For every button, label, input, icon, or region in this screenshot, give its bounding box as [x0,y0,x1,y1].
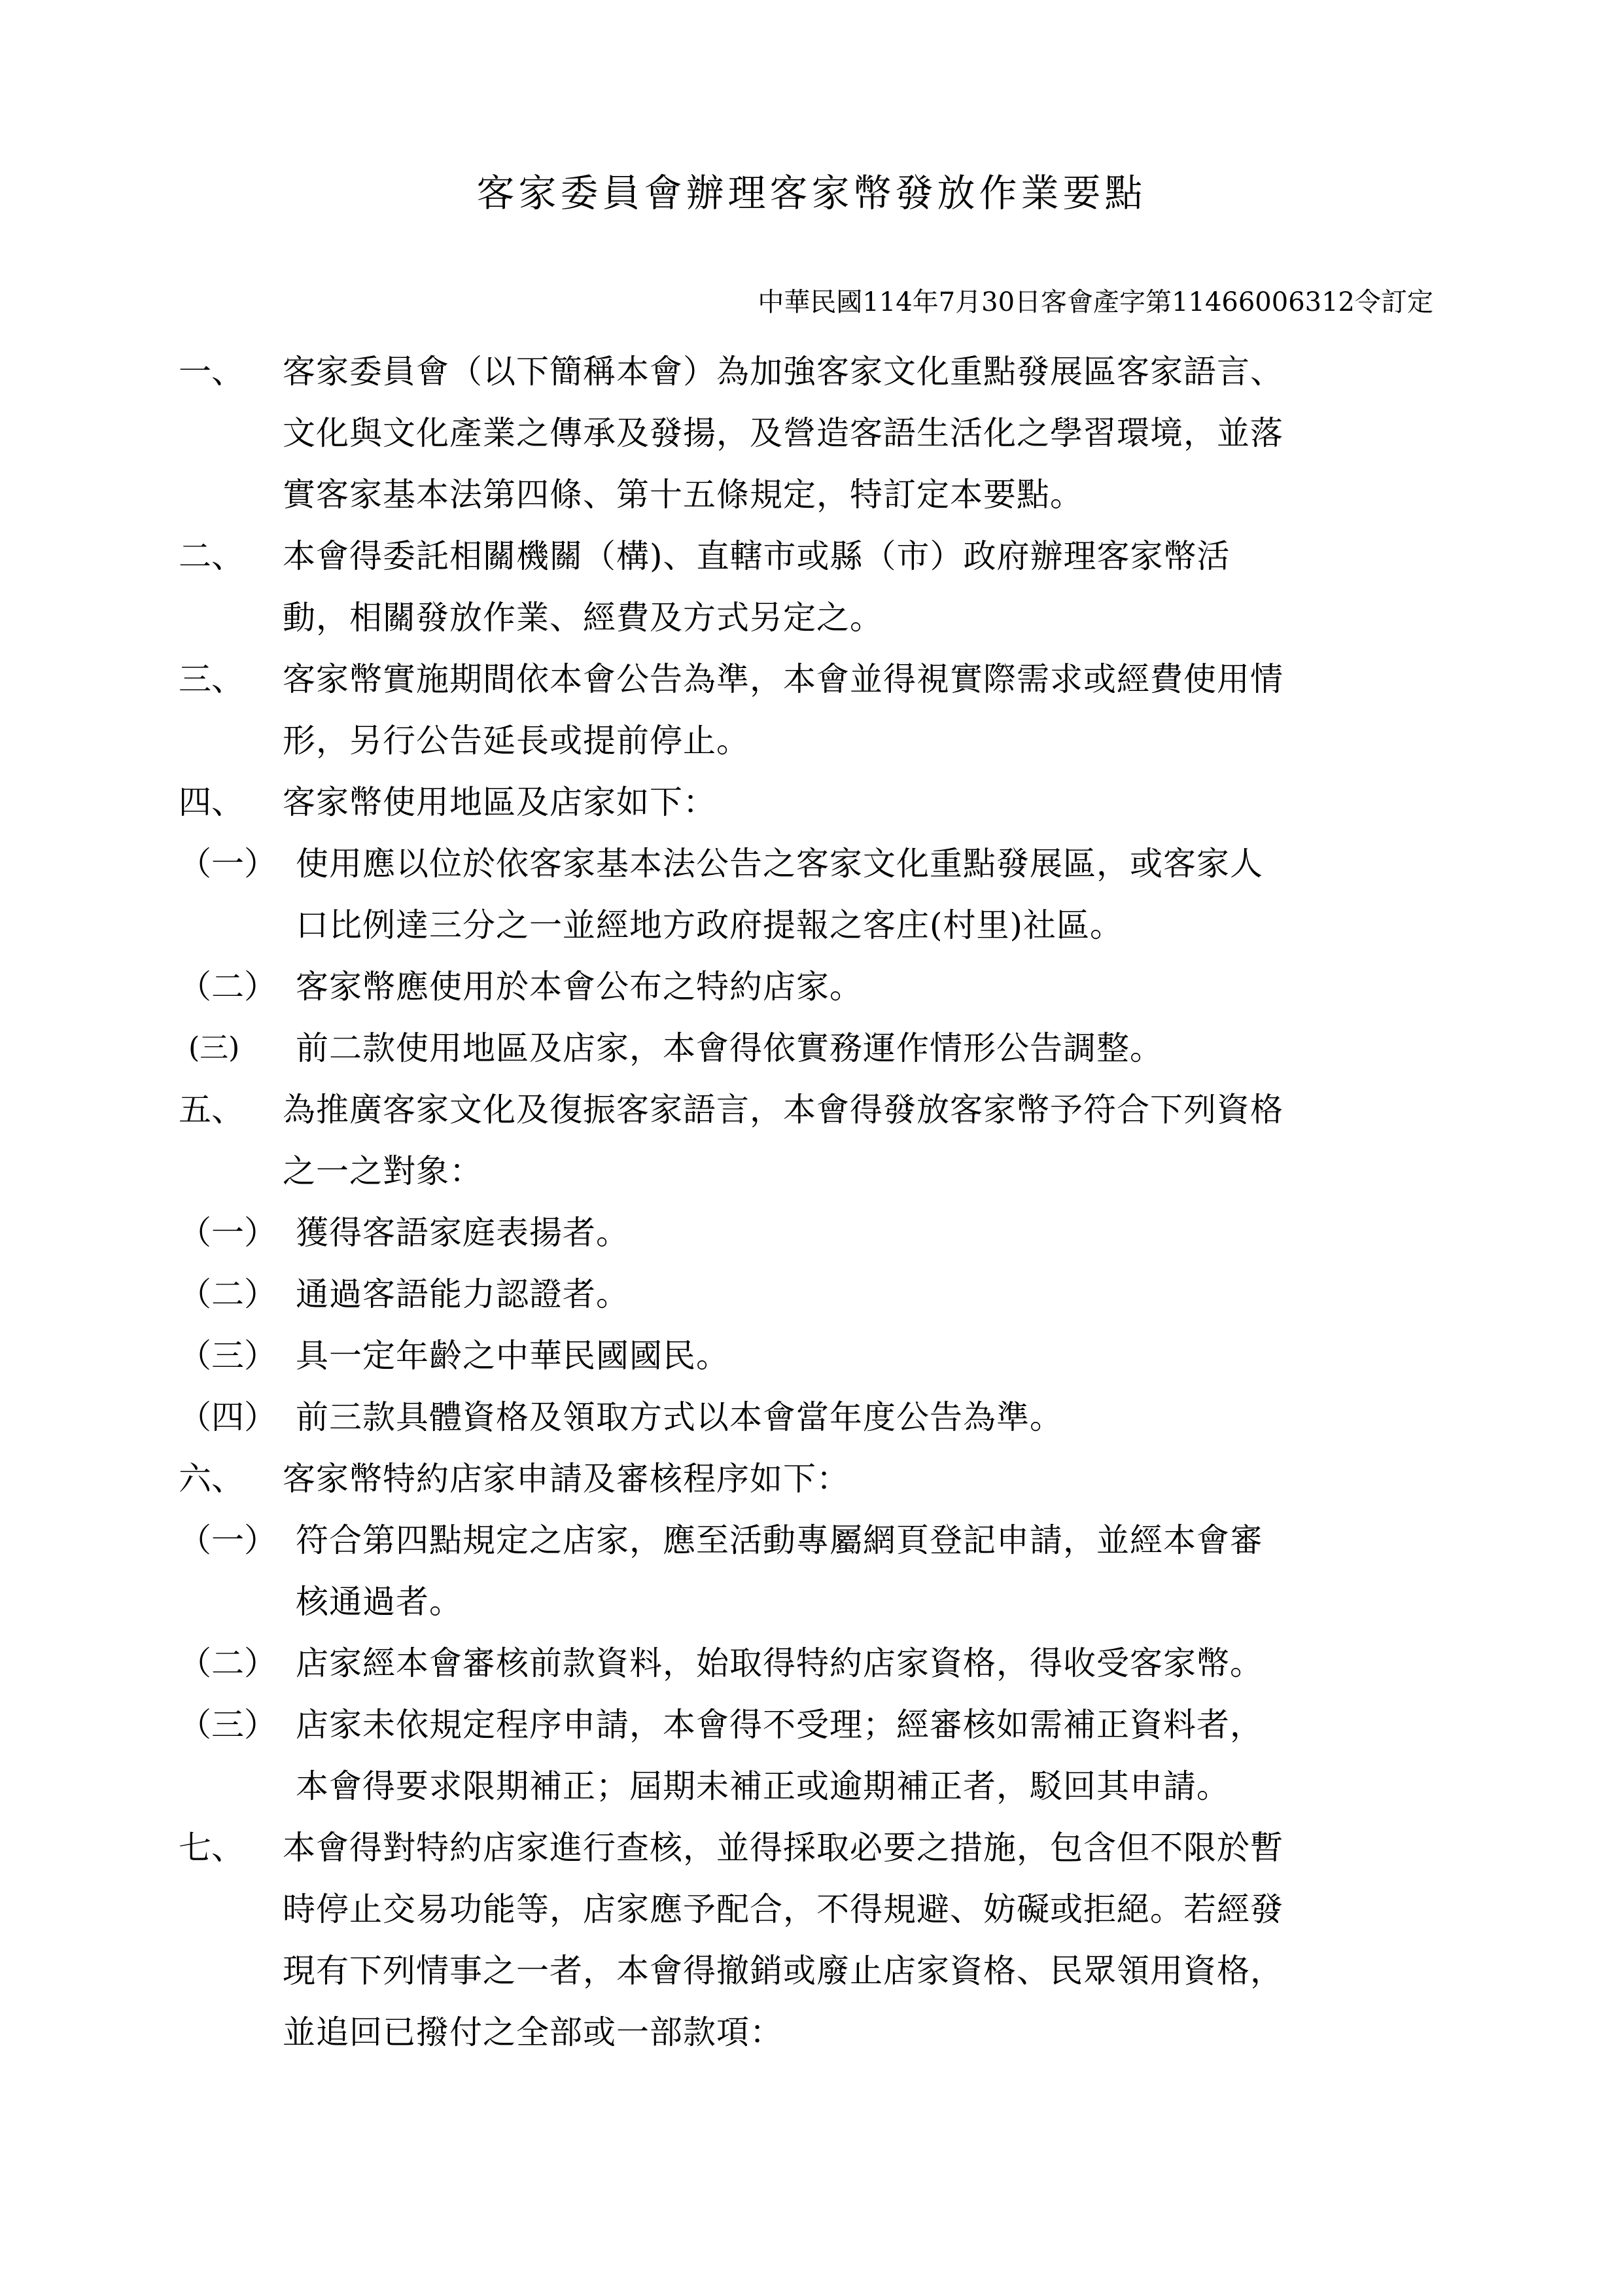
point-marker: 六、 [179,1460,244,1498]
item-text: 店家未依規定程序申請，本會得不受理；經審核如需補正資料者， [296,1706,1263,1744]
point-text: 客家委員會（以下簡稱本會）為加強客家文化重點發展區客家語言、 [283,353,1283,391]
item-text: 本會得要求限期補正；屆期未補正或逾期補正者，駁回其申請。 [296,1767,1230,1805]
document-title: 客家委員會辦理客家幣發放作業要點 [476,171,1147,215]
item-marker: (三) [188,1031,240,1065]
point-text: 動，相關發放作業、經費及方式另定之。 [283,599,883,637]
point-text: 之一之對象： [283,1152,483,1190]
point-marker: 三、 [179,660,244,698]
point-text: 客家幣特約店家申請及審核程序如下： [283,1460,850,1498]
item-marker: （一） [179,1521,277,1559]
item-marker: （一） [179,845,277,883]
item-text: 核通過者。 [296,1583,462,1621]
item-marker: （三） [179,1706,277,1744]
point-marker: 七、 [179,1829,244,1867]
item-text: 前二款使用地區及店家，本會得依實務運作情形公告調整。 [296,1029,1163,1067]
point-text: 文化與文化產業之傳承及發揚，及營造客語生活化之學習環境，並落 [283,414,1283,452]
point-text: 客家幣實施期間依本會公告為準，本會並得視實際需求或經費使用情 [283,660,1283,698]
point-marker: 五、 [179,1091,244,1129]
point-marker: 四、 [179,783,244,821]
item-marker: （二） [179,1644,277,1682]
point-text: 形，另行公告延長或提前停止。 [283,722,750,760]
item-text: 符合第四點規定之店家，應至活動專屬網頁登記申請，並經本會審 [296,1521,1263,1559]
item-text: 通過客語能力認證者。 [296,1275,629,1313]
point-text: 本會得對特約店家進行查核，並得採取必要之措施，包含但不限於暫 [283,1829,1283,1867]
enactment-date: 中華民國114年7月30日客會產字第11466006312令訂定 [758,287,1433,317]
point-marker: 一、 [179,353,244,391]
item-text: 獲得客語家庭表揚者。 [296,1214,629,1252]
point-text: 本會得委託相關機關（構)、直轄市或縣（市）政府辦理客家幣活 [283,537,1230,575]
item-text: 具一定年齡之中華民國國民。 [296,1337,729,1375]
item-marker: （三） [179,1337,277,1375]
item-text: 前三款具體資格及領取方式以本會當年度公告為準。 [296,1398,1063,1436]
item-marker: （一） [179,1214,277,1252]
item-marker: （二） [179,1275,277,1313]
point-text: 客家幣使用地區及店家如下： [283,783,716,821]
point-text: 為推廣客家文化及復振客家語言，本會得發放客家幣予符合下列資格 [283,1091,1283,1129]
point-marker: 二、 [179,537,244,575]
item-marker: （二） [179,968,277,1006]
point-text: 現有下列情事之一者，本會得撤銷或廢止店家資格、民眾領用資格， [283,1952,1283,1990]
item-text: 口比例達三分之一並經地方政府提報之客庄(村里)社區。 [296,906,1124,944]
point-text: 時停止交易功能等，店家應予配合，不得規避、妨礙或拒絕。若經發 [283,1890,1283,1928]
item-text: 店家經本會審核前款資料，始取得特約店家資格，得收受客家幣。 [296,1644,1263,1682]
point-text: 實客家基本法第四條、第十五條規定，特訂定本要點。 [283,476,1083,514]
item-marker: （四） [179,1398,277,1436]
item-text: 客家幣應使用於本會公布之特約店家。 [296,968,863,1006]
item-text: 使用應以位於依客家基本法公告之客家文化重點發展區，或客家人 [296,845,1263,883]
point-text: 並追回已撥付之全部或一部款項： [283,2013,783,2051]
